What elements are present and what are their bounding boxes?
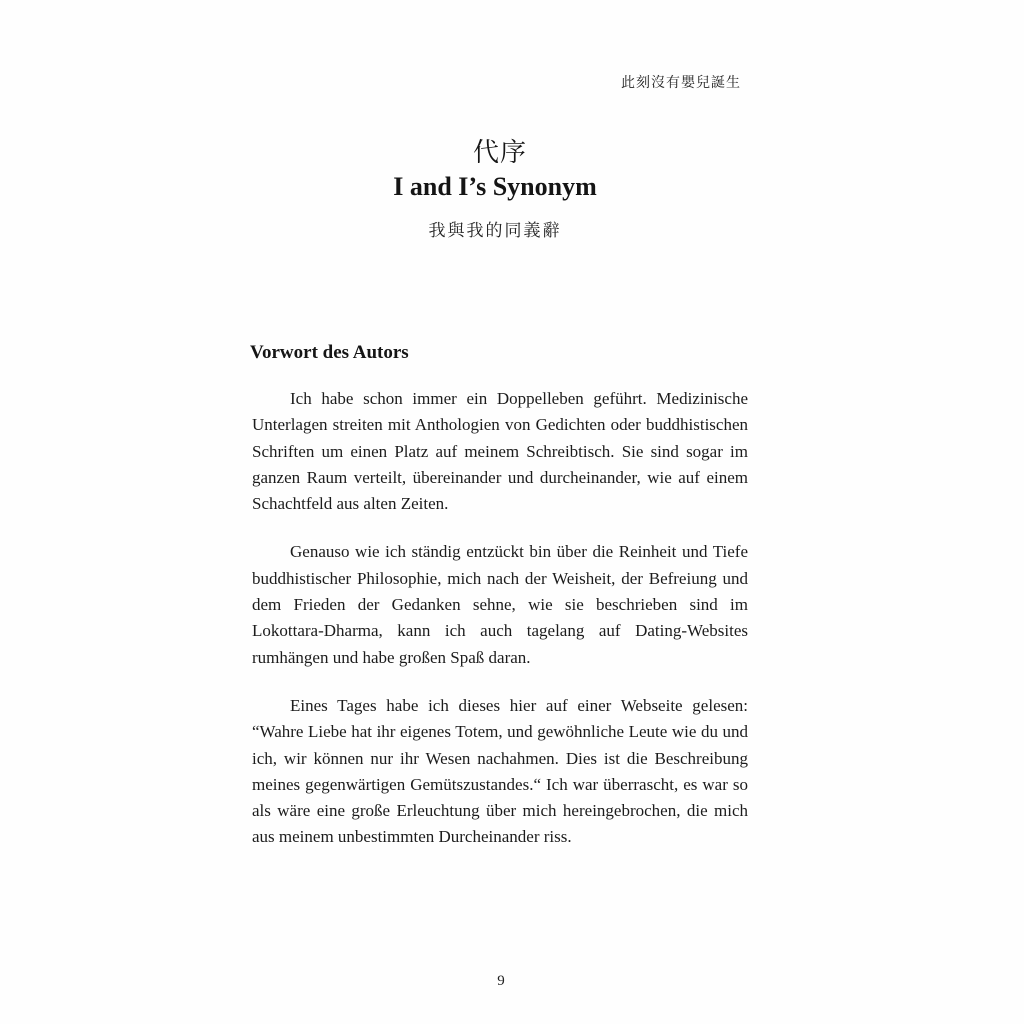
page-number: 9: [497, 973, 505, 989]
paragraph-1: Ich habe schon immer ein Doppelleben geführt. Medizinische Unterlagen streiten mit Anthologien von Gedichten oder buddhistischen Schriften um einen Platz auf meinem Schreibtisch. Sie sind sogar im ganzen Raum verteilt, übereinander und durcheinander, wie auf einem Schachtfeld aus alten Zeiten.: [252, 389, 748, 514]
body-text: [252, 386, 748, 873]
section-heading: Vorwort des Autors: [250, 342, 409, 363]
paragraph-2: Genauso wie ich ständig entzückt bin über die Reinheit und Tiefe buddhistischer Philosophie, mich nach der Weisheit, der Befreiung und dem Frieden der Gedanken sehne, wie sie beschrieben sind im Lokottara-Dharma, kann ich auch tagelang auf Dating-Websites rumhängen und habe großen Spaß daran.: [252, 542, 748, 667]
running-head: 此刻沒有嬰兒誕生: [621, 75, 741, 91]
chapter-subtitle: 我與我的同義辭: [428, 221, 562, 241]
paragraph-3: Eines Tages habe ich dieses hier auf einer Webseite gelesen: “Wahre Liebe hat ihr eigenes Totem, und gewöhnliche Leute wie du und ich, wir können nur ihr Wesen nachahmen. Dies ist die Beschreibung meines gegenwärtigen Gemütszustandes.“ Ich war überrascht, es war so als wäre eine große Erleuchtung über mich hereingebrochen, die mich aus meinem unbestimmten Durcheinander riss.: [252, 695, 748, 847]
chapter-title-english: I and I’s Synonym: [393, 172, 597, 201]
chapter-title-chinese: 代序: [472, 138, 527, 168]
